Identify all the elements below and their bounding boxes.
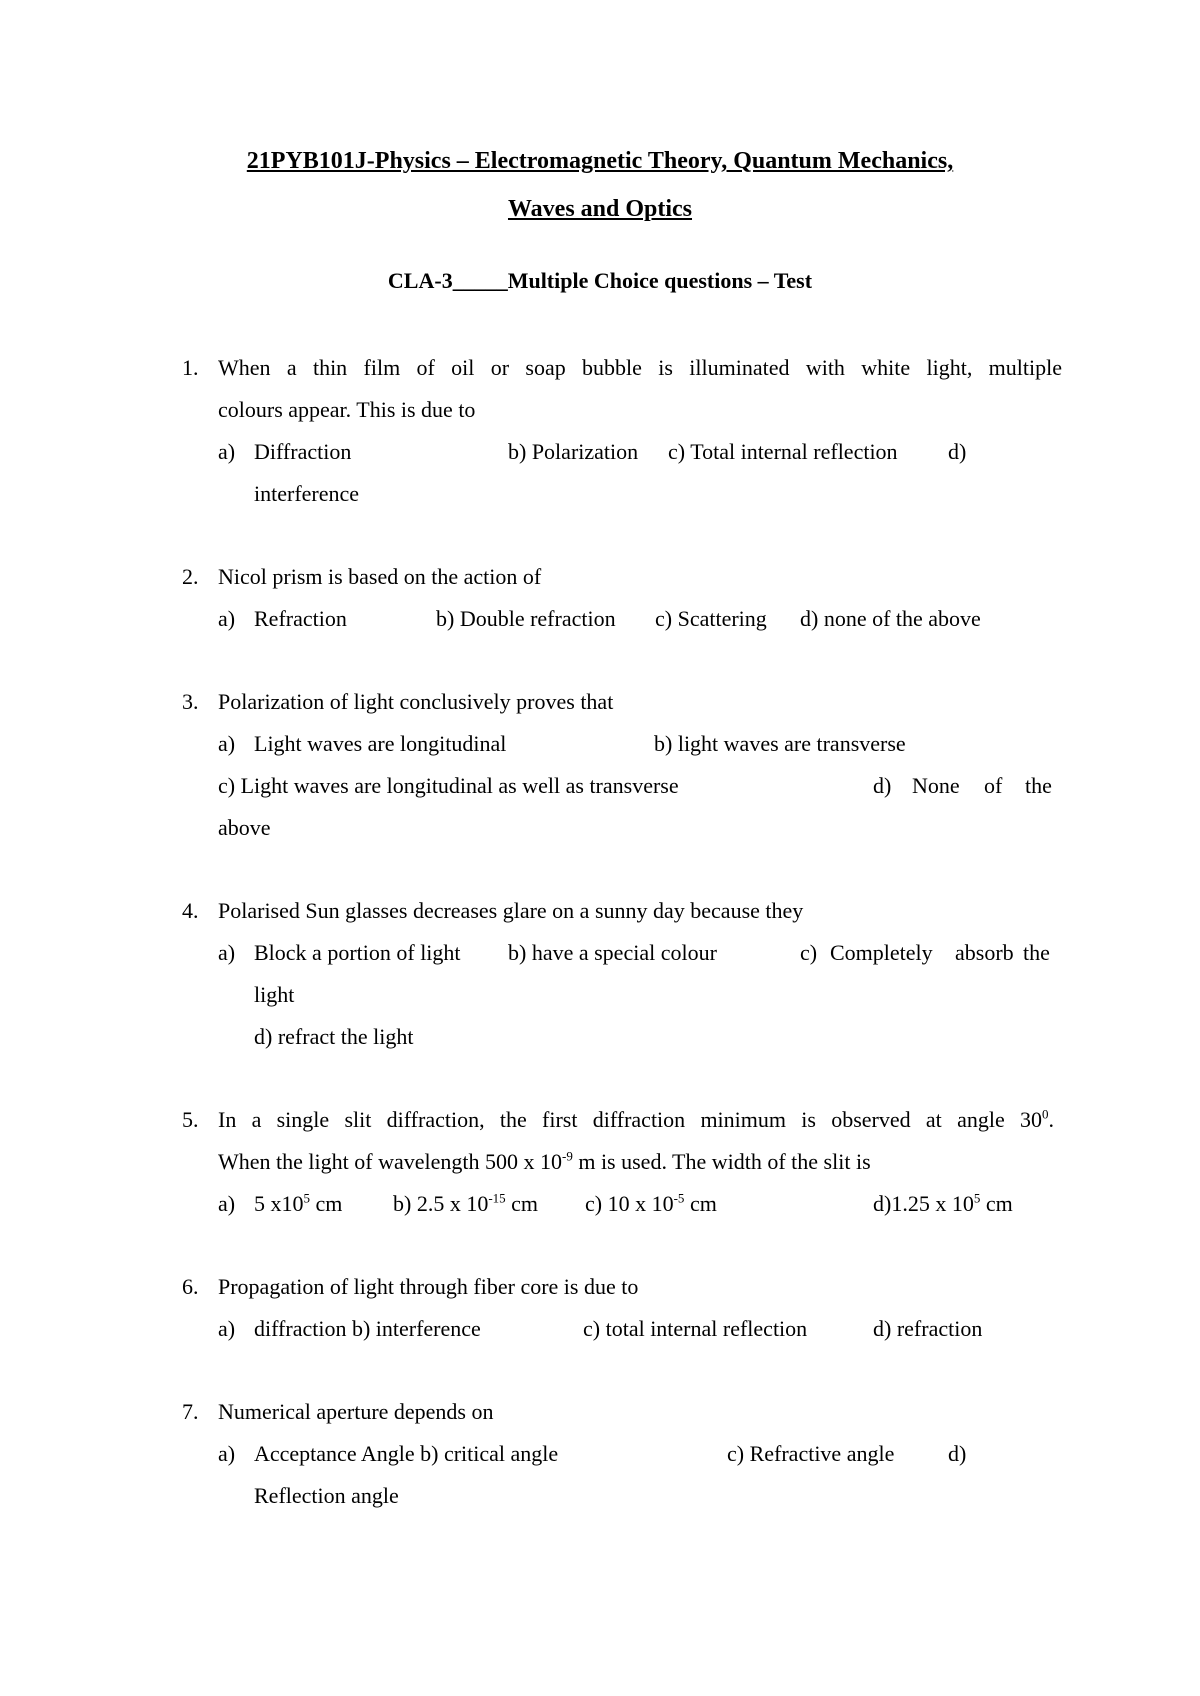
wavelength-unit-text: m is used. The width of the slit is <box>572 1149 871 1174</box>
option-d: d) none of the above <box>800 606 981 631</box>
word: bubble <box>582 355 642 380</box>
question-number: 1. <box>182 355 199 380</box>
word: is <box>658 355 673 380</box>
option-d: d) refract the light <box>254 1024 414 1049</box>
question-text: Propagation of light through fiber core is due to <box>218 1274 639 1299</box>
option-a: Refraction <box>254 606 347 631</box>
test-heading: CLA-3_____Multiple Choice questions – Test <box>387 268 813 293</box>
question-number: 6. <box>182 1274 199 1299</box>
option-c: c) Scattering <box>655 606 767 631</box>
word: observed <box>831 1107 911 1132</box>
option-d-word: above <box>218 815 271 840</box>
question-number: 2. <box>182 564 199 589</box>
option-base: 2.5 x 10 <box>416 1191 489 1216</box>
option-label-d: d) <box>948 1441 967 1466</box>
option-c: c) total internal reflection <box>583 1316 808 1341</box>
option-d-word: the <box>1025 773 1052 798</box>
word: with <box>805 355 845 380</box>
option-a: Light waves are longitudinal <box>254 731 507 756</box>
option-c-word: Completely <box>830 940 933 965</box>
option-c <box>585 1190 717 1218</box>
word: first <box>542 1107 578 1132</box>
option-unit: cm <box>980 1191 1013 1216</box>
question-number: 3. <box>182 689 199 714</box>
word: soap <box>525 355 566 380</box>
question-text-line1 <box>218 354 1062 382</box>
option-b: b) Double refraction <box>436 606 616 631</box>
option-unit: cm <box>684 1191 717 1216</box>
option-a <box>254 1190 342 1218</box>
word: or <box>490 355 510 380</box>
page-title-line2: Waves and Optics <box>507 196 693 222</box>
word: thin <box>312 355 348 380</box>
word: diffraction <box>592 1107 686 1132</box>
option-a: Block a portion of light <box>254 940 461 965</box>
question-number: 5. <box>182 1107 199 1132</box>
question-text-line2 <box>218 1148 871 1176</box>
word: film <box>363 355 401 380</box>
option-d: d) refraction <box>873 1316 983 1341</box>
option-exponent: 5 <box>303 1190 310 1206</box>
option-a-b: Acceptance Angle b) critical angle <box>254 1441 559 1466</box>
option-label-a: a) <box>218 731 236 756</box>
question-text: Polarised Sun glasses decreases glare on a sunny day because they <box>218 898 804 923</box>
option-exponent: -5 <box>673 1190 685 1206</box>
word: minimum <box>700 1107 786 1132</box>
word: illuminated <box>689 355 790 380</box>
option-label-d: d) <box>948 439 967 464</box>
option-a: Diffraction <box>254 439 352 464</box>
angle-number: 30 <box>1019 1107 1042 1132</box>
option-unit: cm <box>310 1191 343 1216</box>
word: In <box>218 1107 237 1132</box>
option-base: 5 x10 <box>254 1191 304 1216</box>
option-label-a: a) <box>218 606 236 631</box>
question-text: Nicol prism is based on the action of <box>218 564 542 589</box>
word: When <box>218 355 271 380</box>
option-b: b) Polarization <box>508 439 639 464</box>
question-number: 7. <box>182 1399 199 1424</box>
option-c: c) Refractive angle <box>727 1441 895 1466</box>
question-text: Polarization of light conclusively proves that <box>218 689 614 714</box>
option-c-word: absorb <box>955 940 1014 965</box>
word: at <box>925 1107 942 1132</box>
option-b <box>393 1190 538 1218</box>
word: angle <box>957 1107 1005 1132</box>
option-b: b) light waves are transverse <box>654 731 906 756</box>
page-title-line1: 21PYB101J-Physics – Electromagnetic Theory, Quantum Mechanics, <box>246 148 954 174</box>
option-base: 10 x 10 <box>607 1191 674 1216</box>
angle-degree: 0 <box>1041 1106 1049 1122</box>
word: light, <box>926 355 973 380</box>
option-exponent: 5 <box>973 1190 981 1206</box>
option-label-a: a) <box>218 1191 236 1216</box>
option-label-a: a) <box>218 1441 236 1466</box>
word: single <box>276 1107 330 1132</box>
question-number: 4. <box>182 898 199 923</box>
word: the <box>499 1107 527 1132</box>
option-label: b) <box>393 1191 412 1216</box>
option-label-c: c) <box>800 940 818 965</box>
option-label-a: a) <box>218 439 236 464</box>
option-label: c) <box>585 1191 603 1216</box>
word: slit <box>344 1107 372 1132</box>
option-c: c) Total internal reflection <box>668 439 898 464</box>
option-d: interference <box>254 481 360 506</box>
word: of <box>416 355 435 380</box>
option-d <box>873 1190 1013 1218</box>
word: oil <box>451 355 475 380</box>
word: a <box>251 1107 262 1132</box>
word: diffraction, <box>386 1107 485 1132</box>
angle-period: . <box>1048 1107 1054 1132</box>
word: white <box>861 355 911 380</box>
word: is <box>801 1107 816 1132</box>
option-label-d: d) <box>873 773 892 798</box>
option-d-word: None <box>912 773 960 798</box>
wavelength-exponent: -9 <box>561 1148 573 1164</box>
option-a-b: diffraction b) interference <box>254 1316 481 1341</box>
option-c-word: the <box>1023 940 1050 965</box>
option-exponent: -15 <box>488 1190 506 1206</box>
angle-value <box>1020 1106 1054 1134</box>
question-text-line2: colours appear. This is due to <box>218 397 476 422</box>
option-label-a: a) <box>218 1316 236 1341</box>
option-unit: cm <box>505 1191 539 1216</box>
option-label: d) <box>873 1191 892 1216</box>
option-d-word: of <box>984 773 1003 798</box>
word: multiple <box>988 355 1062 380</box>
question-text-line1 <box>218 1106 1054 1134</box>
option-label-a: a) <box>218 940 236 965</box>
option-c: c) Light waves are longitudinal as well as transverse <box>218 773 679 798</box>
wavelength-text: When the light of wavelength 500 x 10 <box>218 1149 562 1174</box>
option-c-word: light <box>254 982 295 1007</box>
question-text: Numerical aperture depends on <box>218 1399 494 1424</box>
option-d: Reflection angle <box>254 1483 399 1508</box>
option-base: 1.25 x 10 <box>891 1191 974 1216</box>
option-b: b) have a special colour <box>508 940 717 965</box>
word: a <box>286 355 297 380</box>
